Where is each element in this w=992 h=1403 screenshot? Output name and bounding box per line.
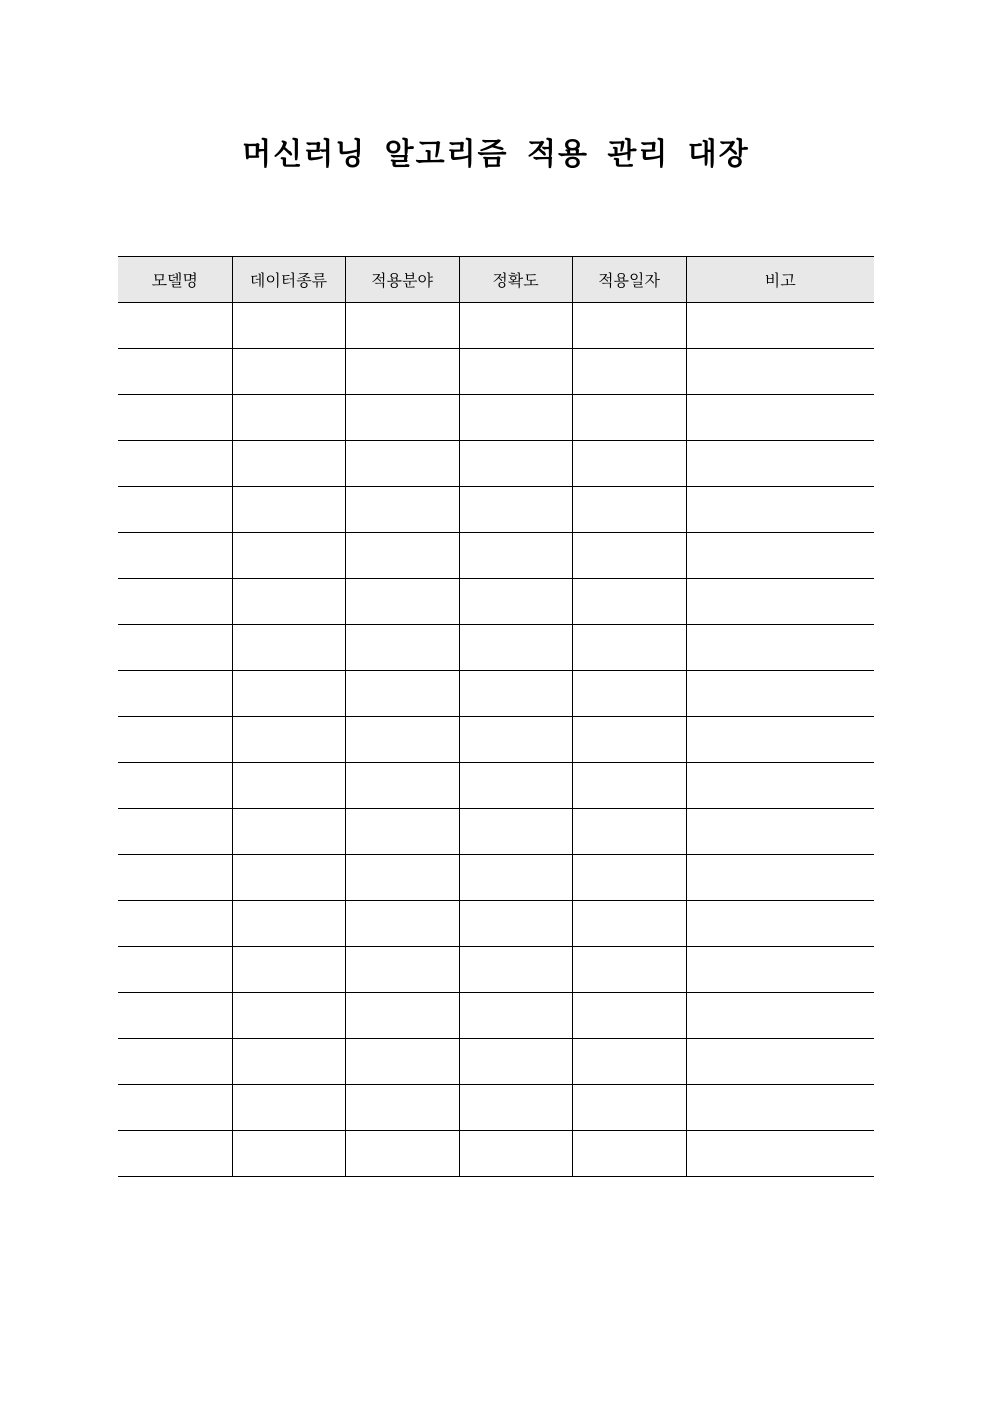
cell-application-date[interactable] [572, 579, 686, 625]
cell-application-field[interactable] [345, 947, 459, 993]
cell-application-date[interactable] [572, 855, 686, 901]
cell-accuracy[interactable] [459, 349, 572, 395]
cell-model-name[interactable] [118, 993, 232, 1039]
cell-remarks[interactable] [686, 855, 874, 901]
table-row [118, 717, 874, 763]
table-row [118, 349, 874, 395]
table-row [118, 487, 874, 533]
cell-model-name[interactable] [118, 763, 232, 809]
cell-data-type[interactable] [232, 763, 345, 809]
cell-accuracy[interactable] [459, 717, 572, 763]
cell-application-date[interactable] [572, 717, 686, 763]
cell-remarks[interactable] [686, 809, 874, 855]
cell-application-date[interactable] [572, 901, 686, 947]
cell-remarks[interactable] [686, 947, 874, 993]
table-row [118, 441, 874, 487]
cell-application-field[interactable] [345, 809, 459, 855]
cell-application-date[interactable] [572, 625, 686, 671]
cell-data-type[interactable] [232, 487, 345, 533]
cell-application-date[interactable] [572, 395, 686, 441]
cell-remarks[interactable] [686, 993, 874, 1039]
cell-application-date[interactable] [572, 809, 686, 855]
cell-application-field[interactable] [345, 533, 459, 579]
header-application-date: 적용일자 [572, 257, 686, 303]
cell-application-date[interactable] [572, 349, 686, 395]
cell-application-date[interactable] [572, 1039, 686, 1085]
cell-application-date[interactable] [572, 487, 686, 533]
cell-application-field[interactable] [345, 717, 459, 763]
table-row [118, 303, 874, 349]
cell-data-type[interactable] [232, 1085, 345, 1131]
table-row [118, 395, 874, 441]
cell-model-name[interactable] [118, 1131, 232, 1177]
cell-accuracy[interactable] [459, 901, 572, 947]
cell-accuracy[interactable] [459, 533, 572, 579]
page-title: 머신러닝 알고리즘 적용 관리 대장 [242, 137, 750, 172]
cell-remarks[interactable] [686, 901, 874, 947]
cell-remarks[interactable] [686, 533, 874, 579]
cell-application-field[interactable] [345, 579, 459, 625]
cell-application-date[interactable] [572, 763, 686, 809]
header-model-name: 모델명 [118, 257, 232, 303]
cell-remarks[interactable] [686, 625, 874, 671]
cell-application-field[interactable] [345, 487, 459, 533]
cell-accuracy[interactable] [459, 993, 572, 1039]
cell-data-type[interactable] [232, 901, 345, 947]
cell-data-type[interactable] [232, 625, 345, 671]
cell-data-type[interactable] [232, 303, 345, 349]
cell-model-name[interactable] [118, 947, 232, 993]
cell-accuracy[interactable] [459, 1131, 572, 1177]
cell-data-type[interactable] [232, 947, 345, 993]
cell-application-field[interactable] [345, 901, 459, 947]
cell-model-name[interactable] [118, 717, 232, 763]
cell-accuracy[interactable] [459, 579, 572, 625]
cell-model-name[interactable] [118, 671, 232, 717]
cell-application-field[interactable] [345, 303, 459, 349]
cell-application-date[interactable] [572, 303, 686, 349]
table-row [118, 1085, 874, 1131]
cell-model-name[interactable] [118, 487, 232, 533]
cell-application-field[interactable] [345, 855, 459, 901]
header-accuracy: 정확도 [459, 257, 572, 303]
cell-application-date[interactable] [572, 533, 686, 579]
cell-model-name[interactable] [118, 395, 232, 441]
cell-data-type[interactable] [232, 533, 345, 579]
cell-remarks[interactable] [686, 395, 874, 441]
cell-accuracy[interactable] [459, 625, 572, 671]
cell-accuracy[interactable] [459, 1085, 572, 1131]
cell-data-type[interactable] [232, 349, 345, 395]
cell-model-name[interactable] [118, 533, 232, 579]
cell-remarks[interactable] [686, 763, 874, 809]
cell-remarks[interactable] [686, 717, 874, 763]
cell-application-field[interactable] [345, 763, 459, 809]
table-row [118, 625, 874, 671]
cell-application-field[interactable] [345, 349, 459, 395]
cell-remarks[interactable] [686, 487, 874, 533]
header-application-field: 적용분야 [345, 257, 459, 303]
cell-accuracy[interactable] [459, 395, 572, 441]
cell-remarks[interactable] [686, 349, 874, 395]
table-row [118, 763, 874, 809]
cell-remarks[interactable] [686, 579, 874, 625]
cell-data-type[interactable] [232, 717, 345, 763]
cell-remarks[interactable] [686, 1085, 874, 1131]
cell-accuracy[interactable] [459, 487, 572, 533]
cell-application-date[interactable] [572, 671, 686, 717]
header-remarks: 비고 [686, 257, 874, 303]
cell-model-name[interactable] [118, 855, 232, 901]
header-data-type: 데이터종류 [232, 257, 345, 303]
cell-data-type[interactable] [232, 809, 345, 855]
cell-remarks[interactable] [686, 441, 874, 487]
table-row [118, 1131, 874, 1177]
cell-application-field[interactable] [345, 625, 459, 671]
cell-remarks[interactable] [686, 1039, 874, 1085]
cell-accuracy[interactable] [459, 855, 572, 901]
cell-model-name[interactable] [118, 625, 232, 671]
table-row [118, 579, 874, 625]
table-row [118, 809, 874, 855]
cell-accuracy[interactable] [459, 809, 572, 855]
cell-accuracy[interactable] [459, 441, 572, 487]
cell-data-type[interactable] [232, 671, 345, 717]
cell-model-name[interactable] [118, 303, 232, 349]
table-row [118, 533, 874, 579]
cell-remarks[interactable] [686, 1131, 874, 1177]
cell-remarks[interactable] [686, 303, 874, 349]
cell-remarks[interactable] [686, 671, 874, 717]
cell-model-name[interactable] [118, 349, 232, 395]
cell-application-field[interactable] [345, 1039, 459, 1085]
cell-data-type[interactable] [232, 855, 345, 901]
cell-accuracy[interactable] [459, 303, 572, 349]
management-ledger-table [118, 256, 874, 1177]
cell-accuracy[interactable] [459, 671, 572, 717]
table-body [118, 303, 874, 1177]
cell-model-name[interactable] [118, 1085, 232, 1131]
table-row [118, 947, 874, 993]
cell-accuracy[interactable] [459, 947, 572, 993]
cell-application-field[interactable] [345, 671, 459, 717]
cell-application-date[interactable] [572, 1085, 686, 1131]
cell-application-date[interactable] [572, 993, 686, 1039]
cell-application-date[interactable] [572, 1131, 686, 1177]
cell-data-type[interactable] [232, 1131, 345, 1177]
table-header-row [118, 257, 874, 303]
cell-model-name[interactable] [118, 579, 232, 625]
cell-application-field[interactable] [345, 395, 459, 441]
cell-data-type[interactable] [232, 579, 345, 625]
cell-application-field[interactable] [345, 1131, 459, 1177]
cell-model-name[interactable] [118, 1039, 232, 1085]
cell-accuracy[interactable] [459, 763, 572, 809]
cell-data-type[interactable] [232, 395, 345, 441]
cell-application-date[interactable] [572, 441, 686, 487]
cell-application-field[interactable] [345, 1085, 459, 1131]
cell-accuracy[interactable] [459, 1039, 572, 1085]
cell-data-type[interactable] [232, 993, 345, 1039]
table-row [118, 671, 874, 717]
table-row [118, 993, 874, 1039]
cell-model-name[interactable] [118, 809, 232, 855]
cell-model-name[interactable] [118, 441, 232, 487]
table-row [118, 1039, 874, 1085]
cell-data-type[interactable] [232, 1039, 345, 1085]
cell-model-name[interactable] [118, 901, 232, 947]
table-row [118, 901, 874, 947]
cell-data-type[interactable] [232, 441, 345, 487]
table-row [118, 855, 874, 901]
cell-application-field[interactable] [345, 441, 459, 487]
cell-application-date[interactable] [572, 947, 686, 993]
cell-application-field[interactable] [345, 993, 459, 1039]
